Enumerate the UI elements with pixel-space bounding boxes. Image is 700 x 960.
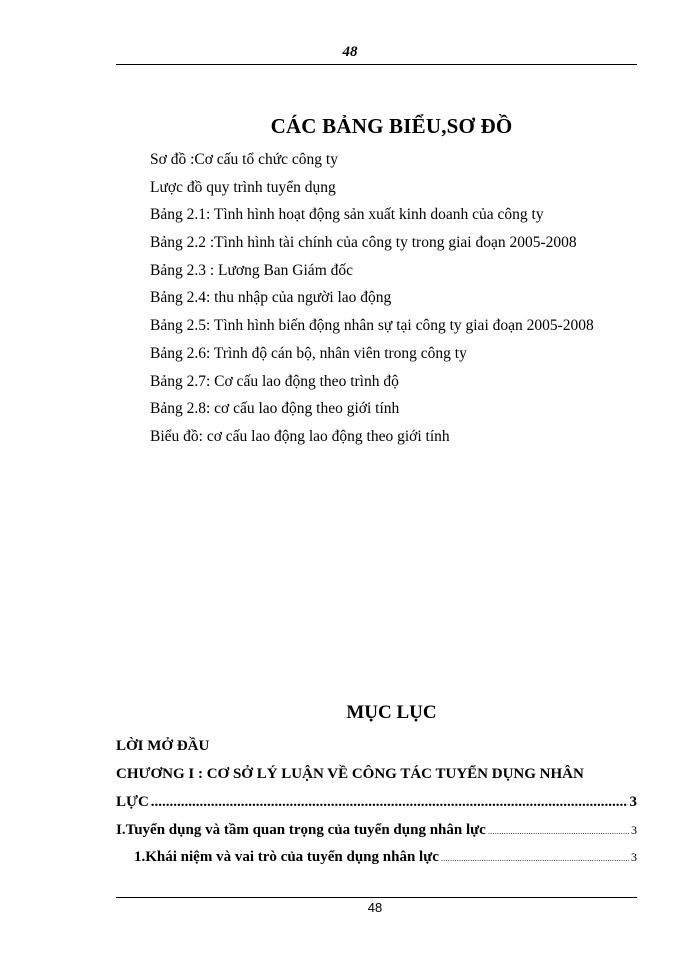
toc-page-number: 3	[631, 823, 637, 837]
toc-title: MỤC LỤC	[346, 702, 437, 723]
footer-rule	[116, 897, 637, 898]
toc-chapter-1[interactable]: CHƯƠNG I : CƠ SỞ LÝ LUẬN VỀ CÔNG TÁC TUYỂN DỤNG NHÂN	[116, 766, 584, 782]
toc-chapter-1-cont[interactable]	[116, 794, 637, 811]
list-item: Lược đồ quy trình tuyển dụng	[150, 178, 336, 196]
header-rule	[116, 64, 637, 65]
toc-entry-label: I.Tuyển dụng và tầm quan trọng của tuyển dụng nhân lực	[116, 822, 486, 838]
tables-figures-list	[150, 150, 594, 455]
list-item: Bảng 2.6: Trình độ cán bộ, nhân viên trong công ty	[150, 344, 467, 362]
toc-intro[interactable]: LỜI MỞ ĐẦU	[116, 738, 210, 754]
toc-page-number: 3	[629, 794, 637, 810]
list-item: Bảng 2.5: Tình hình biến động nhân sự tại công ty giai đoạn 2005-2008	[150, 317, 594, 335]
toc-page-number: 3	[631, 850, 637, 864]
toc-entry-label: 1.Khái niệm và vai trò của tuyển dụng nhân lực	[134, 849, 439, 865]
list-item: Bảng 2.7: Cơ cấu lao động theo trình độ	[150, 372, 399, 390]
footer-page-number: 48	[367, 900, 383, 915]
list-item: Bảng 2.4: thu nhập của người lao động	[150, 289, 392, 307]
toc-subsection-1[interactable]	[134, 849, 637, 866]
toc-leader-dots	[151, 794, 628, 811]
tables-figures-title: CÁC BẢNG BIỂU,SƠ ĐỒ	[270, 114, 513, 138]
toc-entry-label: LỰC	[116, 794, 149, 810]
list-item: Sơ đồ :Cơ cấu tổ chức công ty	[150, 151, 338, 168]
toc-section-I[interactable]	[116, 822, 637, 839]
toc-leader-dots	[441, 853, 629, 863]
list-item: Bảng 2.3 : Lương Ban Giám đốc	[150, 261, 353, 279]
list-item: Biểu đồ: cơ cấu lao động lao động theo giới tính	[150, 427, 450, 445]
list-item: Bảng 2.8: cơ cấu lao động theo giới tính	[150, 400, 400, 418]
toc-leader-dots	[488, 826, 629, 836]
list-item: Bảng 2.1: Tình hình hoạt động sản xuất kinh doanh của công ty	[150, 206, 544, 224]
header-page-number: 48	[342, 44, 358, 60]
list-item: Bảng 2.2 :Tình hình tài chính của công ty trong giai đoạn 2005-2008	[150, 234, 577, 252]
